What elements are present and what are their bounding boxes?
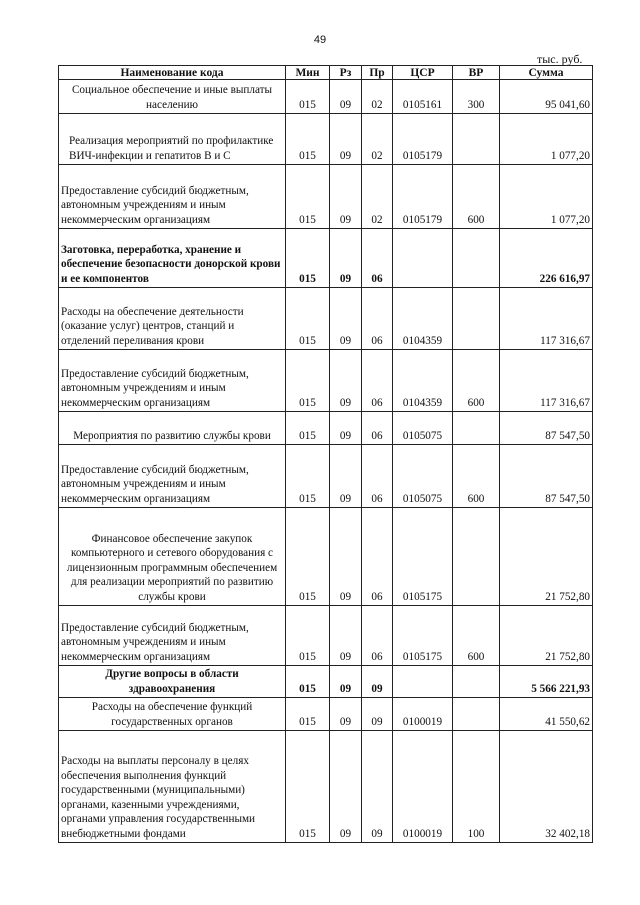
row-pr: 02	[362, 165, 393, 229]
row-rz: 09	[330, 606, 362, 666]
table-row	[59, 288, 593, 350]
table-row	[59, 731, 593, 843]
row-pr: 06	[362, 412, 393, 445]
row-name: Предоставление субсидий бюджетным, автономным учреждениям и иным некоммерческим организациям	[59, 445, 286, 508]
row-csr: 0100019	[393, 698, 453, 731]
table-row	[59, 229, 593, 288]
row-csr: 0105179	[393, 114, 453, 165]
row-pr: 09	[362, 698, 393, 731]
table-row	[59, 80, 593, 114]
table-row	[59, 165, 593, 229]
row-name: Мероприятия по развитию службы крови	[59, 412, 286, 445]
table-row	[59, 508, 593, 606]
row-name: Расходы на выплаты персоналу в целях обеспечения выполнения функций государственными (муниципальными) органами, казенными учреждениями, органами управления государственными внебюджетными фондами	[59, 731, 286, 843]
row-csr: 0104359	[393, 350, 453, 412]
row-sum: 87 547,50	[500, 445, 593, 508]
row-name: Заготовка, переработка, хранение и обеспечение безопасности донорской крови и ее компонентов	[59, 229, 286, 288]
row-rz: 09	[330, 412, 362, 445]
row-rz: 09	[330, 288, 362, 350]
row-vr	[453, 412, 500, 445]
row-sum: 87 547,50	[500, 412, 593, 445]
row-name: Предоставление субсидий бюджетным, автономным учреждениям и иным некоммерческим организациям	[59, 165, 286, 229]
row-sum: 21 752,80	[500, 606, 593, 666]
header-csr: ЦСР	[393, 66, 453, 80]
row-min: 015	[286, 288, 330, 350]
table-row	[59, 698, 593, 731]
budget-table	[58, 65, 593, 843]
row-vr: 600	[453, 445, 500, 508]
row-pr: 06	[362, 288, 393, 350]
row-pr: 09	[362, 731, 393, 843]
row-pr: 06	[362, 350, 393, 412]
row-min: 015	[286, 698, 330, 731]
table-row	[59, 666, 593, 698]
row-min: 015	[286, 606, 330, 666]
row-sum: 41 550,62	[500, 698, 593, 731]
row-csr	[393, 229, 453, 288]
row-pr: 06	[362, 229, 393, 288]
header-min: Мин	[286, 66, 330, 80]
row-rz: 09	[330, 165, 362, 229]
header-rz: Рз	[330, 66, 362, 80]
row-sum: 117 316,67	[500, 350, 593, 412]
row-pr: 06	[362, 508, 393, 606]
row-rz: 09	[330, 350, 362, 412]
row-csr: 0105075	[393, 412, 453, 445]
row-vr	[453, 229, 500, 288]
row-min: 015	[286, 114, 330, 165]
row-min: 015	[286, 445, 330, 508]
row-sum: 21 752,80	[500, 508, 593, 606]
row-sum: 95 041,60	[500, 80, 593, 114]
table-row	[59, 412, 593, 445]
row-name: Расходы на обеспечение деятельности (оказание услуг) центров, станций и отделений переливания крови	[59, 288, 286, 350]
row-vr	[453, 114, 500, 165]
row-min: 015	[286, 165, 330, 229]
row-csr	[393, 666, 453, 698]
row-min: 015	[286, 508, 330, 606]
row-vr	[453, 508, 500, 606]
row-vr	[453, 666, 500, 698]
row-pr: 02	[362, 80, 393, 114]
row-min: 015	[286, 412, 330, 445]
row-vr: 600	[453, 350, 500, 412]
row-vr	[453, 288, 500, 350]
header-name: Наименование кода	[59, 66, 286, 80]
row-csr: 0105175	[393, 508, 453, 606]
row-pr: 09	[362, 666, 393, 698]
row-name: Социальное обеспечение и иные выплаты населению	[59, 80, 286, 114]
row-name: Расходы на обеспечение функций государственных органов	[59, 698, 286, 731]
row-vr: 600	[453, 165, 500, 229]
row-csr: 0100019	[393, 731, 453, 843]
page-number: 49	[313, 34, 327, 46]
row-min: 015	[286, 229, 330, 288]
row-min: 015	[286, 666, 330, 698]
row-rz: 09	[330, 445, 362, 508]
row-vr: 300	[453, 80, 500, 114]
row-min: 015	[286, 731, 330, 843]
row-pr: 06	[362, 606, 393, 666]
row-name: Предоставление субсидий бюджетным, автономным учреждениям и иным некоммерческим организациям	[59, 350, 286, 412]
row-csr: 0105179	[393, 165, 453, 229]
row-sum: 5 566 221,93	[500, 666, 593, 698]
row-min: 015	[286, 350, 330, 412]
row-rz: 09	[330, 114, 362, 165]
header-vr: ВР	[453, 66, 500, 80]
row-rz: 09	[330, 80, 362, 114]
row-vr	[453, 698, 500, 731]
row-rz: 09	[330, 508, 362, 606]
row-rz: 09	[330, 229, 362, 288]
units-label: тыс. руб.	[537, 52, 583, 66]
row-name: Другие вопросы в области здравоохранения	[59, 666, 286, 698]
table-row	[59, 350, 593, 412]
row-vr: 600	[453, 606, 500, 666]
row-rz: 09	[330, 731, 362, 843]
row-min: 015	[286, 80, 330, 114]
table-header-row	[59, 66, 593, 80]
row-sum: 226 616,97	[500, 229, 593, 288]
header-pr: Пр	[362, 66, 393, 80]
row-csr: 0104359	[393, 288, 453, 350]
table-row	[59, 445, 593, 508]
row-csr: 0105161	[393, 80, 453, 114]
row-csr: 0105175	[393, 606, 453, 666]
row-pr: 02	[362, 114, 393, 165]
row-name: Финансовое обеспечение закупок компьютерного и сетевого оборудования с лицензионным программным обеспечением для реализации мероприятий по развитию службы крови	[59, 508, 286, 606]
row-name: Предоставление субсидий бюджетным, автономным учреждениям и иным некоммерческим организациям	[59, 606, 286, 666]
table-row	[59, 606, 593, 666]
row-rz: 09	[330, 666, 362, 698]
row-name: Реализация мероприятий по профилактике ВИЧ-инфекции и гепатитов В и С	[59, 114, 286, 165]
row-vr: 100	[453, 731, 500, 843]
row-sum: 1 077,20	[500, 114, 593, 165]
table-row	[59, 114, 593, 165]
row-sum: 1 077,20	[500, 165, 593, 229]
row-sum: 117 316,67	[500, 288, 593, 350]
header-sum: Сумма	[500, 66, 593, 80]
row-sum: 32 402,18	[500, 731, 593, 843]
row-csr: 0105075	[393, 445, 453, 508]
row-rz: 09	[330, 698, 362, 731]
row-pr: 06	[362, 445, 393, 508]
